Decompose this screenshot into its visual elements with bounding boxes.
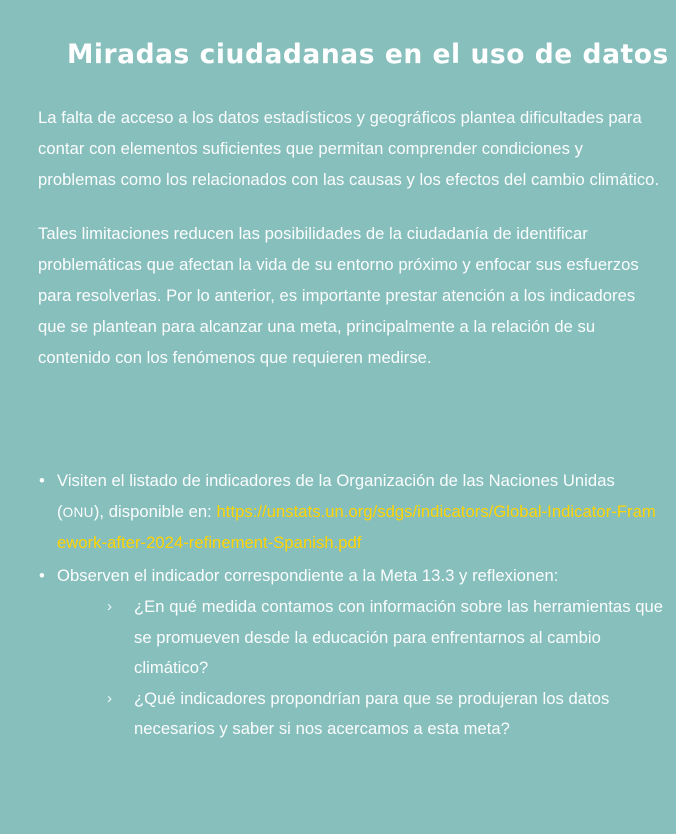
list-item xyxy=(38,561,664,745)
activity-bullet-list xyxy=(38,466,664,746)
sub-item-question-2: ¿Qué indicadores propondrían para que se produjeran los datos necesarios y saber si nos acercamos a esta meta? xyxy=(134,688,610,738)
bullet-marker-icon: • xyxy=(39,565,45,585)
sub-item-question-1: ¿En qué medida contamos con información sobre las herramientas que se promueven desde la educación para enfrentarnos al cambio climático? xyxy=(134,597,664,678)
unstats-indicators-link[interactable]: https://unstats.un.org/sdgs/indicators/Global-Indicator-Framework-after-2024-refinement-Spanish.pdf xyxy=(57,501,656,553)
body-text-block xyxy=(38,103,662,373)
bullet-text-unsd xyxy=(57,466,664,559)
sub-list-item xyxy=(107,684,664,745)
bullet-text-segment-middle: ), disponible en: xyxy=(93,501,217,521)
acronym-onu: ONU xyxy=(62,504,94,520)
chevron-right-icon: › xyxy=(107,689,113,707)
paragraph-1: La falta de acceso a los datos estadísticos y geográficos plantea dificultades para contar con elementos suficientes que permitan comprender condiciones y problemas como los relacionados con las causas y los efectos del cambio climático. xyxy=(38,108,660,189)
bullet-marker-icon: • xyxy=(39,471,45,490)
chevron-right-icon: › xyxy=(107,598,113,616)
paragraph-2: Tales limitaciones reducen las posibilidades de la ciudadanía de identificar problemáticas que afectan la vida de su entorno próximo y enfocar sus esfuerzos para resolverlas. Por lo anterior, es importante prestar atención a los indicadores que se plantean para alcanzar una meta, principalmente a la relación de su contenido con los fenómenos que requieren medirse. xyxy=(38,224,639,367)
bullet-text-meta133: Observen el indicador correspondiente a la Meta 13.3 y reflexionen: xyxy=(57,565,559,585)
reflection-sub-list xyxy=(57,592,664,744)
bullet-text-segment-before: Visiten el listado de indicadores de la Organización de las Naciones Unidas ( xyxy=(57,471,615,521)
page-title: Miradas ciudadanas en el uso de datos xyxy=(67,39,669,70)
sub-list-item xyxy=(107,592,664,683)
list-item xyxy=(38,466,664,559)
